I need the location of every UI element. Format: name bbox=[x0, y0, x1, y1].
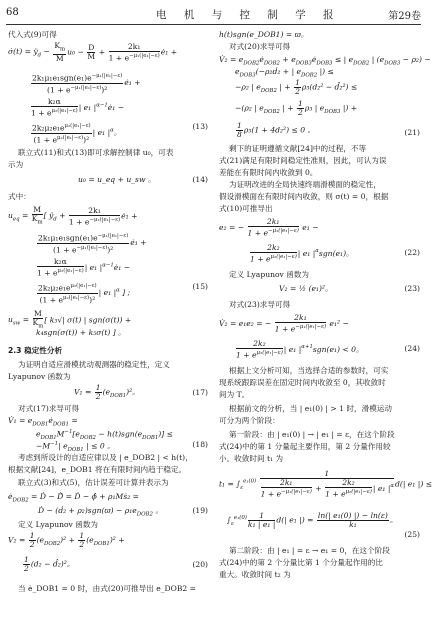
equation-number: (23) bbox=[404, 284, 420, 293]
equation-20: $\frac{1}{2}$ (d₂ − d̂₂)²。 bbox=[24, 555, 75, 573]
text-line: 差能在有限时间内收敛到 0。 bbox=[219, 168, 318, 177]
equation-14: u₀ = u_eq + u_sw 。 bbox=[78, 175, 156, 184]
page-number: 68 bbox=[6, 7, 19, 18]
equation-17: V₁ = $\frac{1}{2}$ $(e_{DOB1})^2$。 bbox=[74, 383, 140, 401]
text-line: 当 ė_DOB1 = 0 时，由式(20)可推导出 e_DOB2 = bbox=[18, 584, 197, 593]
equation-15: $2k_1\mu_1e_1sgn(e_1)e^{-\mu_1(|e_1|-\varepsilon)}$ $(1 + e^{-\mu_1(|e_1|-\varepsilon)})^2$ ė₁ + bbox=[38, 233, 147, 255]
text-line: 剩下的证明遵循文献[24]中的过程，不等 bbox=[229, 144, 367, 153]
equation-15: $\frac{\text{k₂α}}{1 + e^{\mu_2(|e_1|-\varepsilon)}}$ | e₁ $|^{\alpha-1}ė_1$ − bbox=[37, 257, 131, 278]
text-line: 对式(20)求导可得 bbox=[229, 42, 291, 51]
equation-number: (18) bbox=[192, 440, 208, 449]
equation-number: (20) bbox=[192, 560, 208, 569]
volume-label: 第29卷 bbox=[388, 11, 421, 22]
text-line: 示为 bbox=[8, 160, 24, 169]
equation-number: (13) bbox=[192, 122, 208, 131]
equation-20: V₂ = $\frac{1}{2}$ $(e_{DOB2})^2$ + $\frac{1}{2}$ $(e_{DOB1})^2$ + bbox=[8, 531, 125, 549]
equation-24: V̇₂ = e₁e₂ = − $\frac{\text{2k₁}}{1 + e^{-\mu_1(|e_1|-\varepsilon)}}$ e₁² − bbox=[219, 313, 349, 334]
text-line: 式(24)中的第 2 个分量比第 1 个分量起作用的比 bbox=[219, 558, 383, 567]
section-title: 2.3 稳定性分析 bbox=[8, 346, 63, 355]
equation-15: $u_{eq}$ = $\frac{M}{K_m}$ [ $ÿ_d$ + $\frac{\text{2k₁}}{1 + e^{-\mu_1(|e_1|-\varepsilon)}}$ ė₁ + bbox=[8, 205, 138, 227]
text-line: 式(21)满足有限时间稳定性准则，因此，可认为误 bbox=[219, 156, 387, 165]
equation-25: $\int_\varepsilon^{e_1(0)}$ $\frac{1}{\text{k₁ | e₁ |}}$ d(| e₁ |) = $\frac{\text{ln(| e₁(0) |) − ln(ε)}}{\text{k₁}}$ 。 bbox=[227, 511, 398, 529]
equation-number: (21) bbox=[404, 128, 420, 137]
equation-25: $t_1 = \int_\varepsilon^{e_1(0)}$ 1 $\frac{\text{2k₁}}{1 + e^{-\mu_1(|e_1|-\varepsilon)}}$ + $\frac{\text{2k₂}}{1 + e^{\mu_2(|e_1|-\varepsilon)}}$ | e₁ $|^\alpha$ d(| e₁ |) ≤ bbox=[219, 469, 432, 499]
equation-number: (24) bbox=[404, 344, 420, 353]
text-line: 根据上文分析可知，当选择合适的参数时，可实 bbox=[229, 366, 389, 375]
equation-21: $\frac{1}{8}$ ρ₃(1 + 4d₂²) ≤ 0 。 bbox=[237, 121, 316, 139]
text-line: 假设滑模面在有限时间内收敛，则 σ(t) = 0，根据 bbox=[219, 192, 389, 201]
text-line: 代入式(9)可得 bbox=[8, 30, 57, 39]
equation-19: Ḋ − (ḋ₂ + $\rho_2)sgn(ϖ) - \rho_1e_{DOB2}$ 。 bbox=[38, 506, 163, 518]
text-line: 定义 Lyapunov 函数为 bbox=[18, 520, 99, 529]
equation-22: $\frac{\text{2k₂}}{1 + e^{\mu_2(|e_1|-\varepsilon)}}$ | e₁ $|^\alpha sgn(e_1)$。 bbox=[250, 243, 354, 264]
equation-15: $u_{sw}$ = $\frac{M}{K_m}$ [ k₃√| σ(t) | sgn(σ(t)) + bbox=[8, 309, 132, 330]
equation-13: $\frac{2k_2\mu_2e_1e^{\mu_2(|e_1|-\varepsilon)}}{(1 + e^{\mu_2(|e_1|-\varepsilon)})^2}$ | e₁ $|^\alpha$。 (13) bbox=[32, 122, 208, 145]
equation-18: $-M^{-1}|$ $e_{DOB1}$ | ≤ 0 。 bbox=[36, 441, 115, 454]
equation-21: $e_{DOB3}(-\rho_2ḋ_2$ + | $e_{DOB2}$ |) ≤ bbox=[235, 67, 334, 79]
text-line: 小。收敛时间 t₁ 为 bbox=[219, 454, 284, 463]
text-line: 式(24)中的第 1 分量起主要作用，第 2 分量作用较 bbox=[219, 442, 391, 451]
page-header bbox=[6, 0, 421, 25]
text-line: 第一阶段：由 | e₁(0) | → | e₁ | = ε，在这个阶段 bbox=[229, 430, 395, 439]
equation-21: −(ρ₂ | $e_{DOB2}$ | + $\frac{1}{2}$ ρ₃ | $e_{DOB3}$ |) + bbox=[235, 99, 358, 117]
equation-13: $\frac{\text{k₂α}}{1 + e^{\mu_2(|e_1|-\varepsilon)}}$ | e₁ $|^{\alpha-1}ė_1$ − bbox=[31, 97, 125, 118]
equation-19: $ė_{DOB2}$ = Ḋ − Ḋ̂ = Ḋ − ϕ̂ + ρ₁Mṡ₂ = bbox=[8, 492, 140, 504]
equation-13: σ̇(t) = $ÿ_d$ − $\frac{K_m}{M}$ u₀ − $\frac{D}{M}$ + $\frac{\text{2k₁}}{1 + e^{-\mu_1(|e_1|-\varepsilon)}}$ ė₁ + bbox=[8, 41, 178, 63]
text-line: 联立式(3)和式(5)，估计误差可计算并表示为 bbox=[18, 478, 169, 487]
equation-24: $\frac{\text{2k₂}}{1 + e^{\mu_2(|e_1|-\varepsilon)}}$ | e₁ $|^{\alpha+1}sgn(e_1) < 0$。 bbox=[236, 339, 364, 360]
text-line: 式中： bbox=[8, 192, 31, 201]
journal-title: 电 机 与 控 制 学 报 bbox=[156, 9, 341, 21]
equation-13: $2k_1\mu_1e_1sgn(e_1)e^{-\mu_1(|e_1|-\varepsilon)}$ $(1 + e^{-\mu_1(|e_1|-\varepsilon)})^2$ ė₁ + bbox=[32, 73, 141, 95]
text-line: 为证明改进的全局快速终端滑模面的稳定性， bbox=[229, 180, 381, 189]
text-line: Lyapunov 函数为 bbox=[8, 372, 71, 381]
text-line: 重大。收敛时间 t₂ 为 bbox=[219, 570, 291, 579]
equation-15: k₄sgn(σ(t)) + k₅σ(t) ] 。 bbox=[36, 328, 126, 337]
equation-number: (19) bbox=[192, 506, 208, 515]
equation-number: (25) bbox=[404, 530, 420, 539]
equation-number: (14) bbox=[192, 175, 208, 184]
equation-15: $\frac{2k_2\mu_2e_1e^{\mu_2(|e_1|-\varepsilon)}}{(1 + e^{\mu_2(|e_1|-\varepsilon)})^2}$ | e₁ $|^\alpha$ ] ; (15) bbox=[38, 282, 208, 305]
text-line: 为证明自适应滑模扰动观测器的稳定性，定义 bbox=[18, 360, 170, 369]
equation-number: (22) bbox=[404, 248, 420, 257]
text-line: 定义 Lyapunov 函数为 bbox=[229, 270, 310, 279]
text-line: 第二阶段：由 | e₁ | = ε → e₁ = 0，在这个阶段 bbox=[229, 546, 390, 555]
text-line: 根据文献[24]，e_DOB1 将在有限时间内趋于稳定。 bbox=[8, 465, 187, 474]
text-line: 考虑到所设计的自适应律以及 | e_DOB2 | < h(t)， bbox=[18, 453, 193, 462]
text-line: 可分为两个阶段： bbox=[219, 416, 280, 425]
text-line: 根据前文的分析，当 | e₁(0) | > 1 时，滑模运动 bbox=[229, 404, 392, 413]
equation-number: (17) bbox=[192, 388, 208, 397]
text-line: h(t)sgn(e_DOB1) = ϖ。 bbox=[219, 30, 309, 39]
text-line: 对式(17)求导可得 bbox=[18, 404, 80, 413]
text-line: 式(10)可推导出 bbox=[219, 204, 273, 213]
equation-21: V̇₂ = $e_{DOB2}ė_{DOB2}$ + $e_{DOB3}ė_{DOB3}$ ≤ | $e_{DOB2}$ | $(e_{DOB3} - \rho_2)$ − bbox=[219, 55, 431, 67]
equation-23: V₂ = ½ (e₁)²。 bbox=[279, 284, 333, 293]
equation-22: e₂ = − $\frac{\text{2k₁}}{1 + e^{-\mu_1(|e_1|-\varepsilon)}}$ e₁ − bbox=[219, 217, 319, 238]
equation-number: (15) bbox=[192, 282, 208, 291]
text-line: 间为 T。 bbox=[219, 390, 250, 399]
equation-21: −ρ₂ | $e_{DOB2}$ | + $\frac{1}{2}$ ρ₃(d₂² − d̂₂²) ≤ bbox=[235, 78, 358, 96]
text-line: 联立式(11)和式(13)即可求解控制律 u₀，可表 bbox=[18, 148, 174, 157]
equation-18: $e_{DOB1}M^{-1}[e_{DOB2} - h(t)sgn(e_{DOB1})]$ ≤ bbox=[36, 429, 173, 442]
equation-18: V̇₁ = $e_{DOB1}ė_{DOB1}$ = bbox=[8, 416, 78, 428]
text-line: 对式(23)求导可得 bbox=[229, 300, 291, 309]
text-line: 现系统跟踪误差在固定时间内收敛至 0，其收敛时 bbox=[219, 378, 386, 387]
